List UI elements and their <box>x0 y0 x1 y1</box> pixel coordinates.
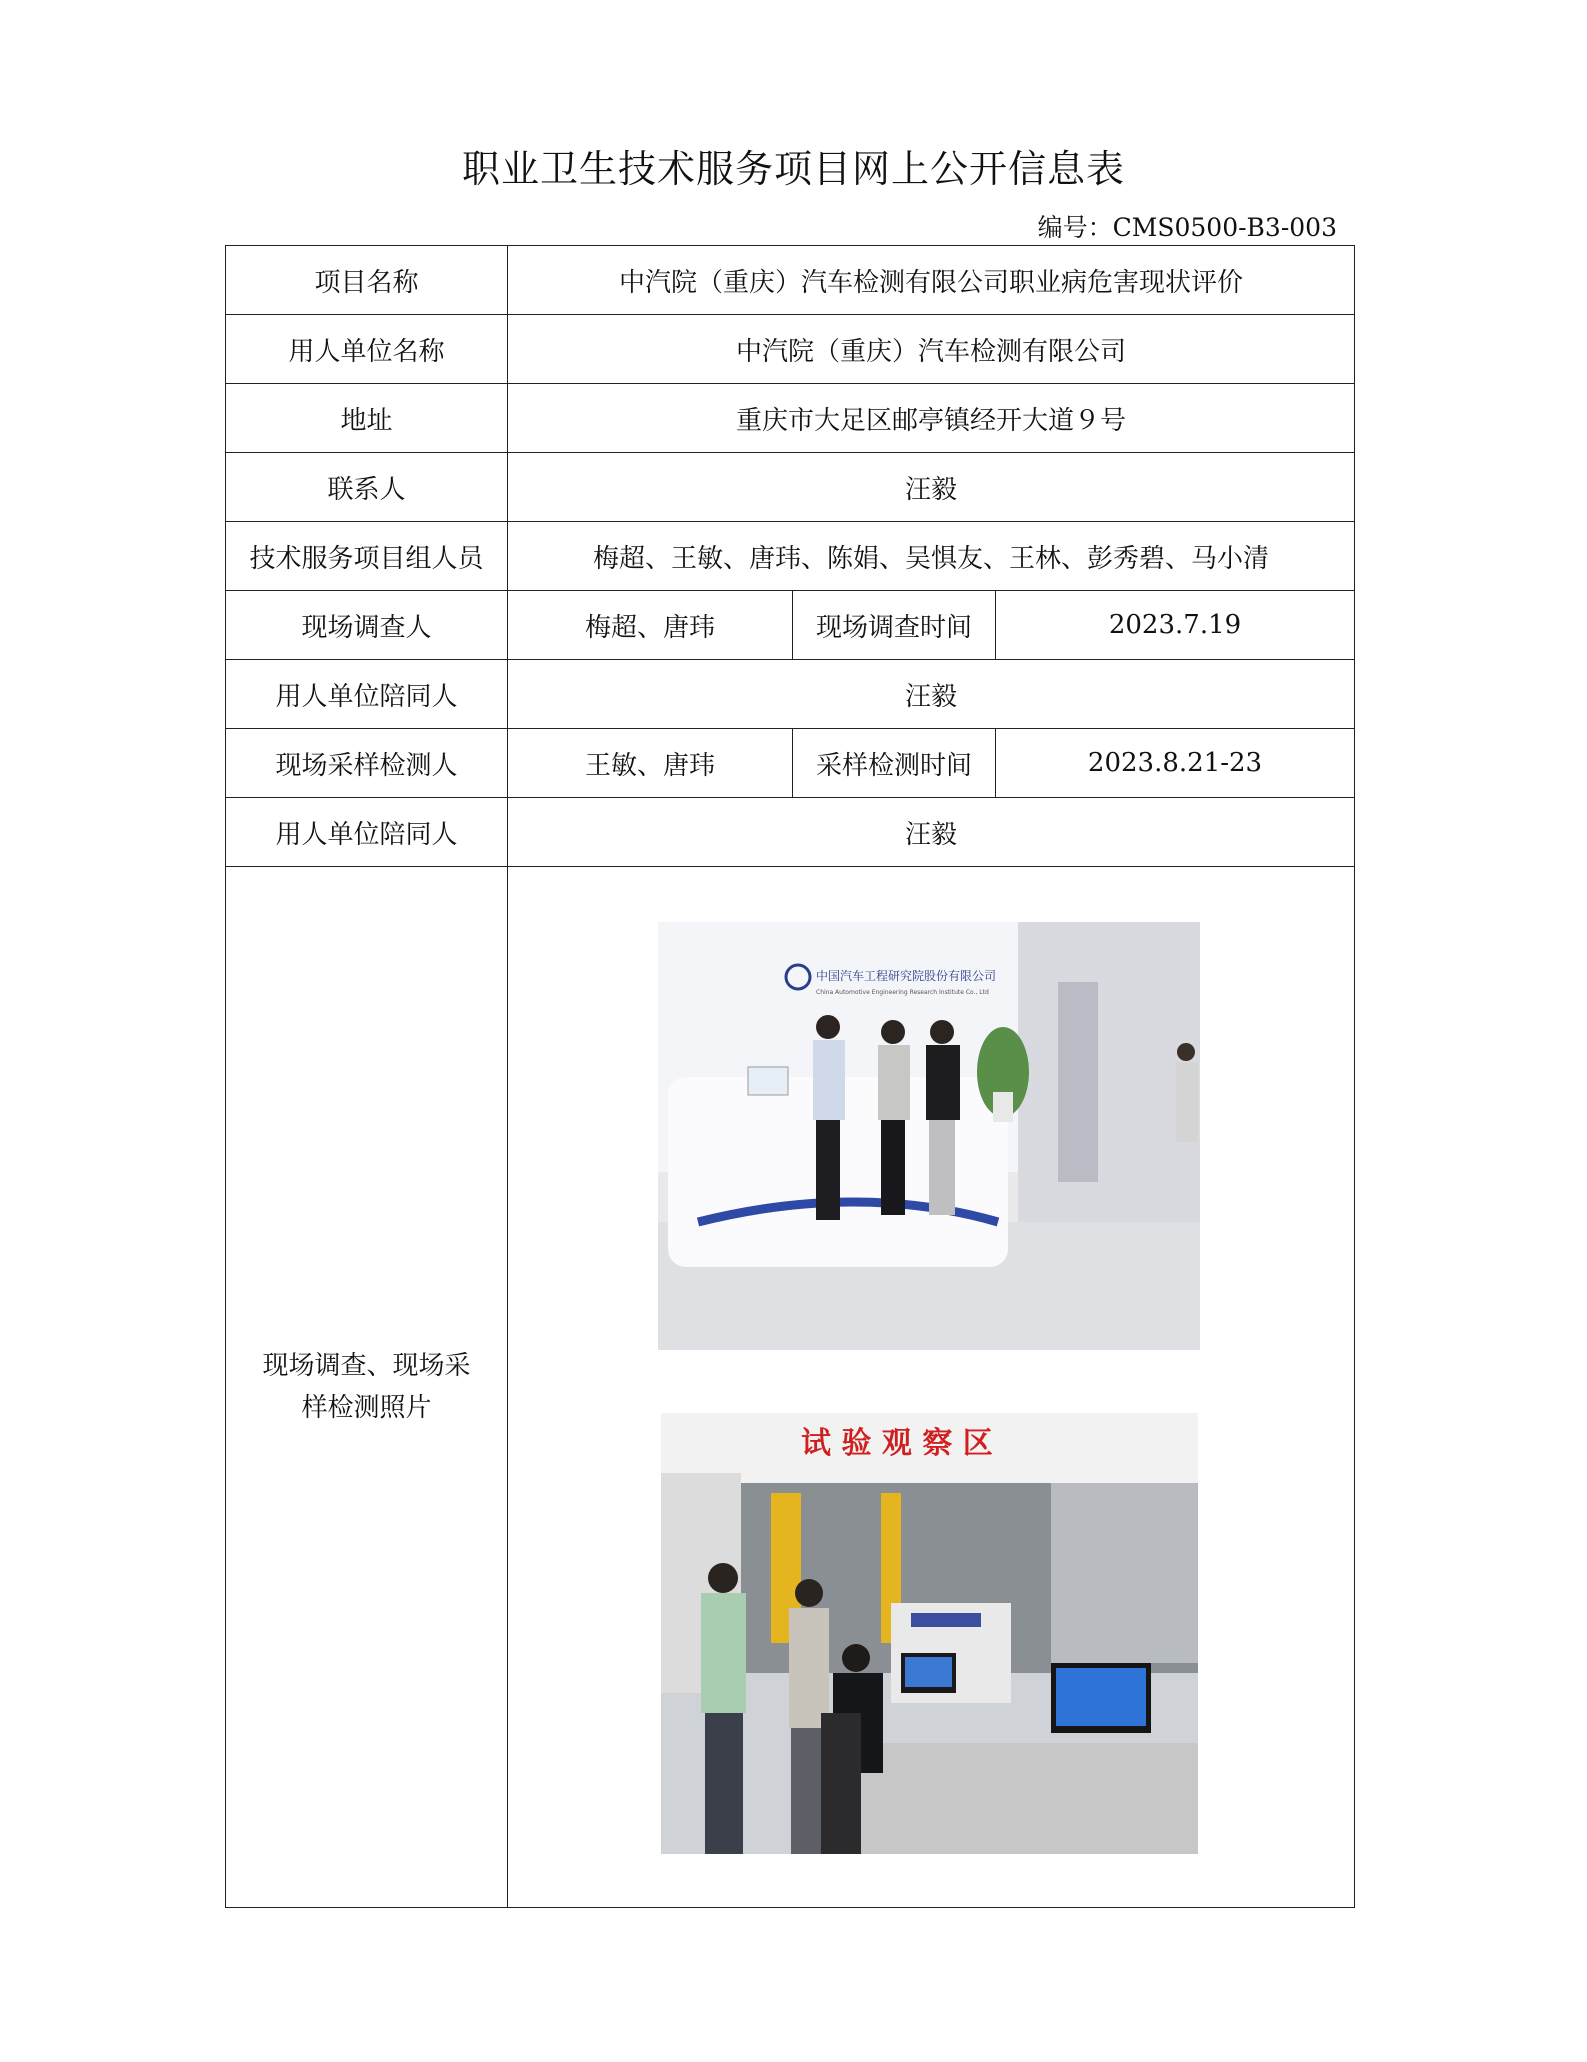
photos-label <box>226 867 508 1908</box>
survey-label: 现场调查人 <box>226 591 508 660</box>
row-contact <box>226 453 1355 522</box>
sampling-escort-label: 用人单位陪同人 <box>226 798 508 867</box>
row-employer-name <box>226 315 1355 384</box>
lobby-sign-en-text: China Automotive Engineering Research Institute Co., Ltd <box>816 989 989 996</box>
team-label: 技术服务项目组人员 <box>226 522 508 591</box>
employer-name-label: 用人单位名称 <box>226 315 508 384</box>
row-project-name <box>226 246 1355 315</box>
lab-photo <box>661 1413 1198 1854</box>
photos-cell <box>508 867 1355 1908</box>
row-team <box>226 522 1355 591</box>
photos-label-text: 现场调查、现场采样检测照片 <box>262 1351 471 1423</box>
row-survey <box>226 591 1355 660</box>
team-value: 梅超、王敏、唐玮、陈娟、吴惧友、王林、彭秀碧、马小清 <box>508 522 1355 591</box>
sampling-label: 现场采样检测人 <box>226 729 508 798</box>
sampling-value: 王敏、唐玮 <box>508 729 793 798</box>
sampling-time-label: 采样检测时间 <box>793 729 996 798</box>
row-sampling-escort <box>226 798 1355 867</box>
sampling-escort-value: 汪毅 <box>508 798 1355 867</box>
row-survey-escort <box>226 660 1355 729</box>
row-sampling <box>226 729 1355 798</box>
survey-escort-label: 用人单位陪同人 <box>226 660 508 729</box>
address-value: 重庆市大足区邮亭镇经开大道９号 <box>508 384 1355 453</box>
contact-value: 汪毅 <box>508 453 1355 522</box>
survey-time-label: 现场调查时间 <box>793 591 996 660</box>
address-label: 地址 <box>226 384 508 453</box>
survey-escort-value: 汪毅 <box>508 660 1355 729</box>
employer-name-value: 中汽院（重庆）汽车检测有限公司 <box>508 315 1355 384</box>
row-address <box>226 384 1355 453</box>
contact-label: 联系人 <box>226 453 508 522</box>
survey-value: 梅超、唐玮 <box>508 591 793 660</box>
info-table <box>225 245 1355 1908</box>
document-number: 编号：CMS0500-B3-003 <box>1037 213 1337 242</box>
lab-sign-text: 试 验 观 察 区 <box>801 1426 993 1461</box>
lobby-sign-text: 中国汽车工程研究院股份有限公司 <box>816 969 997 983</box>
row-photos <box>226 867 1355 1908</box>
lobby-photo <box>658 922 1200 1350</box>
sampling-time-value: 2023.8.21-23 <box>996 729 1355 798</box>
page-title: 职业卫生技术服务项目网上公开信息表 <box>461 147 1125 191</box>
survey-time-value: 2023.7.19 <box>996 591 1355 660</box>
project-name-value: 中汽院（重庆）汽车检测有限公司职业病危害现状评价 <box>508 246 1355 315</box>
project-name-label: 项目名称 <box>226 246 508 315</box>
